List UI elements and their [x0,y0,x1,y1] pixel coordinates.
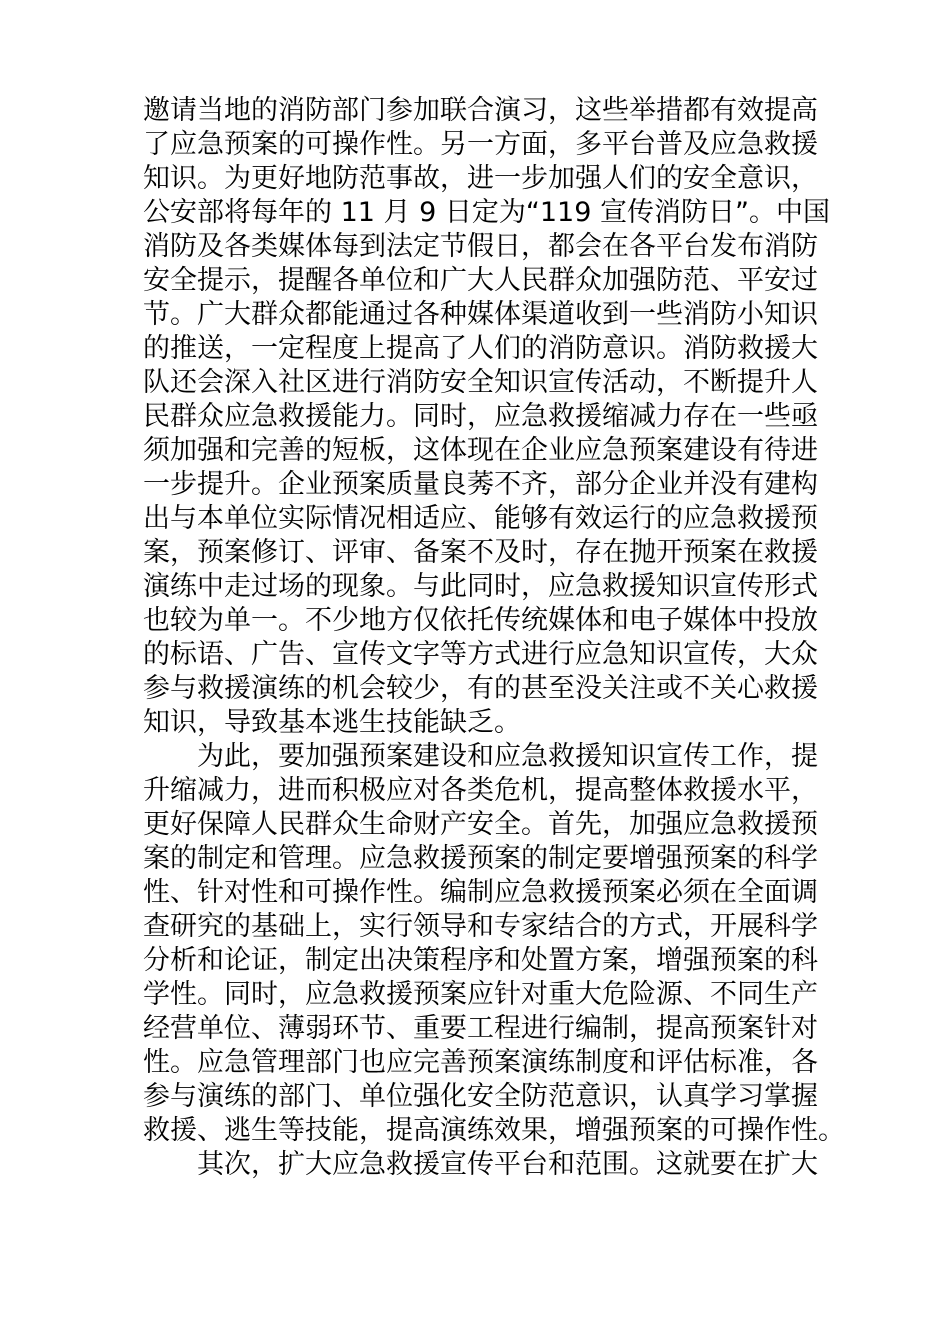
text-line: 了应急预案的可操作性。另一方面，多平台普及应急救援 [143,129,818,160]
text-line: 队还会深入社区进行消防安全知识宣传活动，不断提升人 [143,367,818,398]
text-line: 也较为单一。不少地方仅依托传统媒体和电子媒体中投放 [143,605,818,636]
text-line: 为此，要加强预案建设和应急救援知识宣传工作，提 [143,741,818,772]
text-line: 知识，导致基本逃生技能缺乏。 [143,707,521,738]
text-line: 查研究的基础上，实行领导和专家结合的方式，开展科学 [143,911,818,942]
text-line: 其次，扩大应急救援宣传平台和范围。这就要在扩大 [143,1149,818,1180]
text-line: 民群众应急救援能力。同时，应急救援缩减力存在一些亟 [143,401,818,432]
text-line: 安全提示，提醒各单位和广大人民群众加强防范、平安过 [143,265,818,296]
text-line: 参与演练的部门、单位强化安全防范意识，认真学习掌握 [143,1081,818,1112]
text-line: 升缩减力，进而积极应对各类危机，提高整体救援水平， [143,775,818,806]
text-line: 参与救援演练的机会较少，有的甚至没关注或不关心救援 [143,673,818,704]
text-line: 邀请当地的消防部门参加联合演习，这些举措都有效提高 [143,95,818,126]
text-line: 一步提升。企业预案质量良莠不齐，部分企业并没有建构 [143,469,818,500]
text-line: 学性。同时，应急救援预案应针对重大危险源、不同生产 [143,979,818,1010]
text-line: 消防及各类媒体每到法定节假日，都会在各平台发布消防 [143,231,818,262]
body-text [143,94,845,1182]
text-line: 更好保障人民群众生命财产安全。首先，加强应急救援预 [143,809,818,840]
text-line: 的推送，一定程度上提高了人们的消防意识。消防救援大 [143,333,818,364]
text-line: 演练中走过场的现象。与此同时，应急救援知识宣传形式 [143,571,818,602]
text-line: 须加强和完善的短板，这体现在企业应急预案建设有待进 [143,435,818,466]
text-line: 案的制定和管理。应急救援预案的制定要增强预案的科学 [143,843,818,874]
text-line: 的标语、广告、宣传文字等方式进行应急知识宣传，大众 [143,639,818,670]
text-line: 节。广大群众都能通过各种媒体渠道收到一些消防小知识 [143,299,818,330]
text-line: 出与本单位实际情况相适应、能够有效运行的应急救援预 [143,503,818,534]
text-line: 分析和论证，制定出决策程序和处置方案，增强预案的科 [143,945,818,976]
text-line: 性、针对性和可操作性。编制应急救援预案必须在全面调 [143,877,818,908]
text-line: 经营单位、薄弱环节、重要工程进行编制，提高预案针对 [143,1013,818,1044]
text-line: 救援、逃生等技能，提高演练效果，增强预案的可操作性。 [143,1115,845,1146]
text-line: 知识。为更好地防范事故，进一步加强人们的安全意识， [143,163,818,194]
text-line: 性。应急管理部门也应完善预案演练制度和评估标准，各 [143,1047,818,1078]
text-line: 案，预案修订、评审、备案不及时，存在抛开预案在救援 [143,537,818,568]
text-line: 公安部将每年的 11 月 9 日定为“119 宣传消防日”。中国 [143,197,830,228]
